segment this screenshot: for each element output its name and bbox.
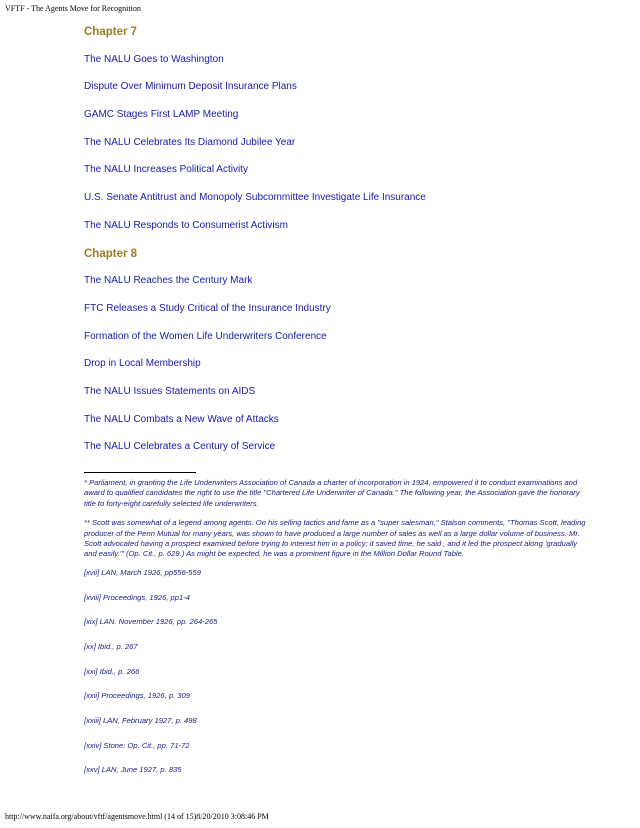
toc-link[interactable]: The NALU Reaches the Century Mark [84,275,253,287]
toc-link[interactable]: The NALU Goes to Washington [84,53,224,65]
toc-link[interactable]: The NALU Celebrates a Century of Service [84,441,276,453]
toc-link[interactable]: The NALU Issues Statements on AIDS [84,385,256,397]
chapter-heading: Chapter 7 [84,26,138,38]
chapter-heading: Chapter 8 [84,247,138,260]
reference-link[interactable]: [xvii] LAN, March 1926, pp556-559 [84,567,201,577]
toc-link[interactable]: The NALU Increases Political Activity [84,164,248,176]
footnote-text: * Parliament, in granting the Life Underwriters Association of Canada a charter of incorporation in 1924, empowered it to conduct examinations and award to qualified candidates the right to use the title "Chartered Life Underwriter of Canada." The following year, the Association gave the honorary title to forty-eight carefully selected life underwriters. [84,478,580,508]
reference-link[interactable]: [xxii] Proceedings, 1926, p. 309 [84,691,190,701]
toc-link[interactable]: U.S. Senate Antitrust and Monopoly Subcommittee Investigate Life Insurance [84,192,426,204]
footnote-separator [84,472,196,473]
toc-link[interactable]: Dispute Over Minimum Deposit Insurance Plans [84,81,297,93]
reference-link[interactable]: [xxv] LAN, June 1927, p. 835 [84,765,182,775]
toc-link[interactable]: FTC Releases a Study Critical of the Insurance Industry [84,302,331,314]
toc-link[interactable]: The NALU Combats a New Wave of Attacks [84,413,279,425]
reference-link[interactable]: [xx] Ibid., p. 267 [84,641,138,651]
page-header-title: VFTF - The Agents Move for Recognition [5,4,141,13]
reference-link[interactable]: [xviii] Proceedings, 1926, pp1-4 [84,592,190,602]
document-content [84,22,604,790]
toc-link[interactable]: GAMC Stages First LAMP Meeting [84,109,239,121]
reference-link[interactable]: [xxiii] LAN, February 1927, p. 498 [84,715,197,725]
toc-link[interactable]: The NALU Celebrates Its Diamond Jubilee Year [84,136,296,148]
reference-link[interactable]: [xxiv] Stone: Op. Cit., pp. 71-72 [84,740,190,750]
toc-link[interactable]: Formation of the Women Life Underwriters Conference [84,330,327,342]
page-footer-url: http://www.naifa.org/about/vftf/agentsmove.html (14 of 15)8/20/2010 3:08:46 PM [5,812,269,821]
footnote-text: ** Scott was somewhat of a legend among agents. On his selling tactics and fame as a "super salesman," Stalson comments, "Thomas Scott, leading producer of the Penn Mutual for many years, was shown to have produced a large number of sales as well as a large dollar volume of business. Mr. Scott advocated having a prospect examined before trying to interest him in a policy; it saved time, he said , and it led the prospect along 'gradually and easily.'" (Op. Cit., p. 629.) As might be expected, he was a prominent figure in the Million Dollar Round Table. [84,518,586,559]
toc-link[interactable]: The NALU Responds to Consumerist Activism [84,219,288,231]
reference-link[interactable]: [xix] LAN. November 1926, pp. 264-265 [84,617,218,627]
toc-link[interactable]: Drop in Local Membership [84,358,201,370]
reference-list [84,568,604,790]
reference-link[interactable]: [xxi] Ibid., p. 266 [84,666,140,676]
